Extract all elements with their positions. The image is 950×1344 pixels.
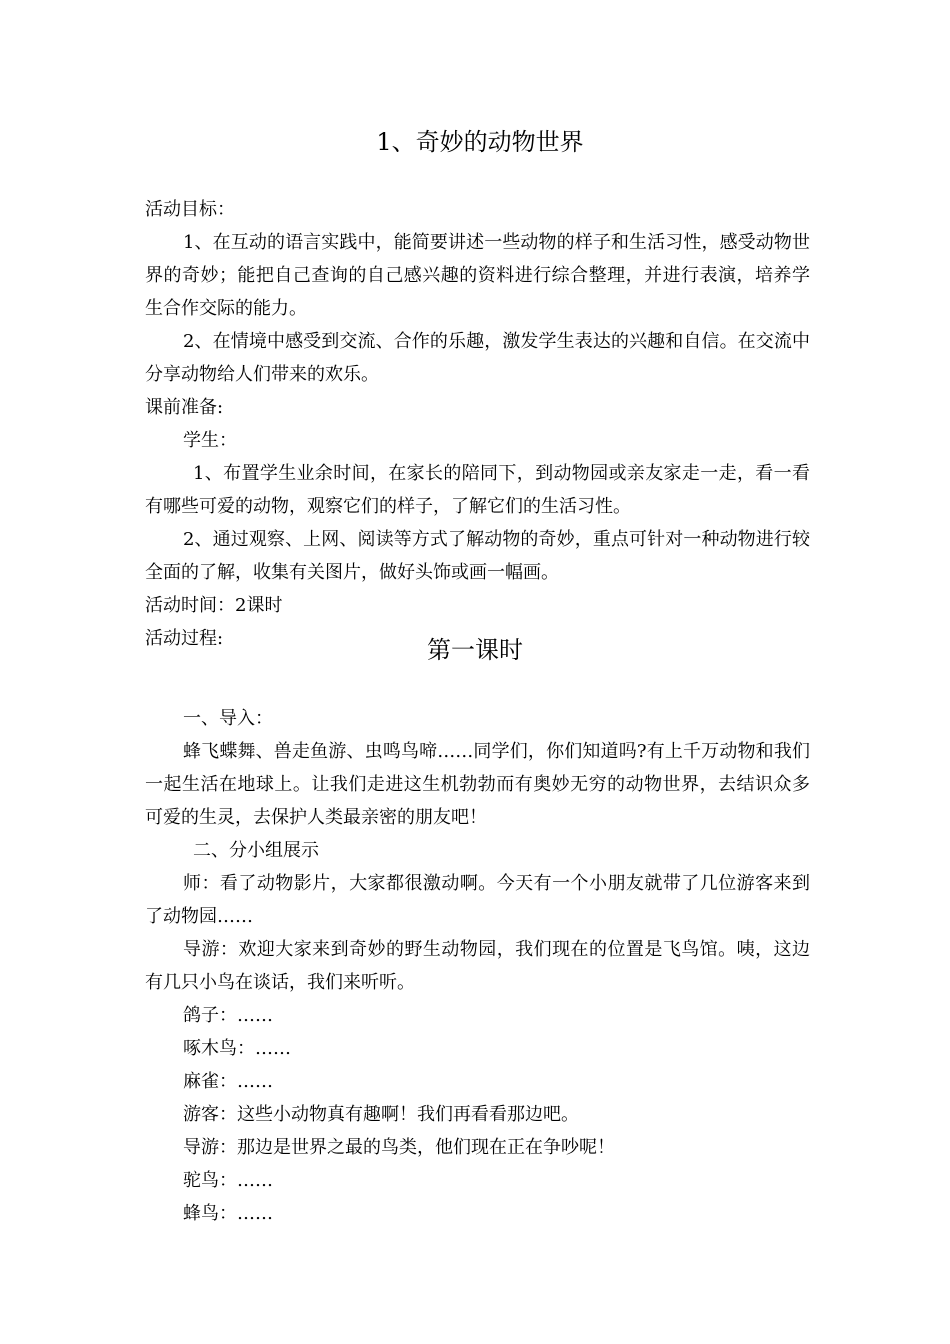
dialogue-line: 蜂鸟：…… — [183, 1203, 273, 1224]
intro-heading: 一、导入： — [183, 708, 273, 729]
dialogue-line: 鸽子：…… — [183, 1005, 273, 1026]
dialogue-line: 游客：这些小动物真有趣啊！我们再看看那边吧。 — [183, 1104, 579, 1125]
objectives-heading: 活动目标： — [145, 199, 235, 220]
preparation-item: 1、布置学生业余时间，在家长的陪同下，到动物园或亲友家走一走，看一看有哪些可爱的动物，观察它们的样子，了解它们的生活习性。 — [145, 463, 810, 517]
dialogue-line: 导游：那边是世界之最的鸟类，他们现在正在争吵呢！ — [183, 1137, 615, 1158]
lesson-section — [145, 702, 810, 1230]
lesson-title: 第一课时 — [427, 636, 523, 664]
activity-time: 活动时间：2课时 — [145, 595, 283, 616]
dialogue-line: 驼鸟：…… — [183, 1170, 273, 1191]
preparation-heading: 课前准备: — [145, 397, 224, 418]
preparation-item: 2、通过观察、上网、阅读等方式了解动物的奇妙，重点可针对一种动物进行较全面的了解，收集有关图片，做好头饰或画一幅画。 — [145, 529, 810, 583]
objective-item: 1、在互动的语言实践中，能简要讲述一些动物的样子和生活习性，感受动物世界的奇妙；能把自己查询的自己感兴趣的资料进行综合整理，并进行表演，培养学生合作交际的能力。 — [145, 232, 810, 319]
dialogue-line: 啄木鸟：…… — [183, 1038, 291, 1059]
dialogue-line: 麻雀：…… — [183, 1071, 273, 1092]
group-heading: 二、分小组展示 — [193, 840, 319, 861]
document-title: 1、奇妙的动物世界 — [376, 128, 584, 156]
process-heading: 活动过程: — [145, 628, 224, 649]
teacher-line: 师：看了动物影片，大家都很激动啊。今天有一个小朋友就带了几位游客来到了动物园…… — [145, 873, 810, 927]
guide-line: 导游：欢迎大家来到奇妙的野生动物园，我们现在的位置是飞鸟馆。咦，这边有几只小鸟在谈话，我们来听听。 — [145, 939, 810, 993]
intro-text: 蜂飞蝶舞、兽走鱼游、虫鸣鸟啼……同学们，你们知道吗?有上千万动物和我们一起生活在地球上。让我们走进这生机勃勃而有奥妙无穷的动物世界，去结识众多可爱的生灵，去保护人类最亲密的朋友吧！ — [145, 741, 810, 828]
objectives-section — [145, 193, 810, 655]
objective-item: 2、在情境中感受到交流、合作的乐趣，激发学生表达的兴趣和自信。在交流中分享动物给人们带来的欢乐。 — [145, 331, 810, 385]
preparation-subheading: 学生： — [183, 430, 237, 451]
